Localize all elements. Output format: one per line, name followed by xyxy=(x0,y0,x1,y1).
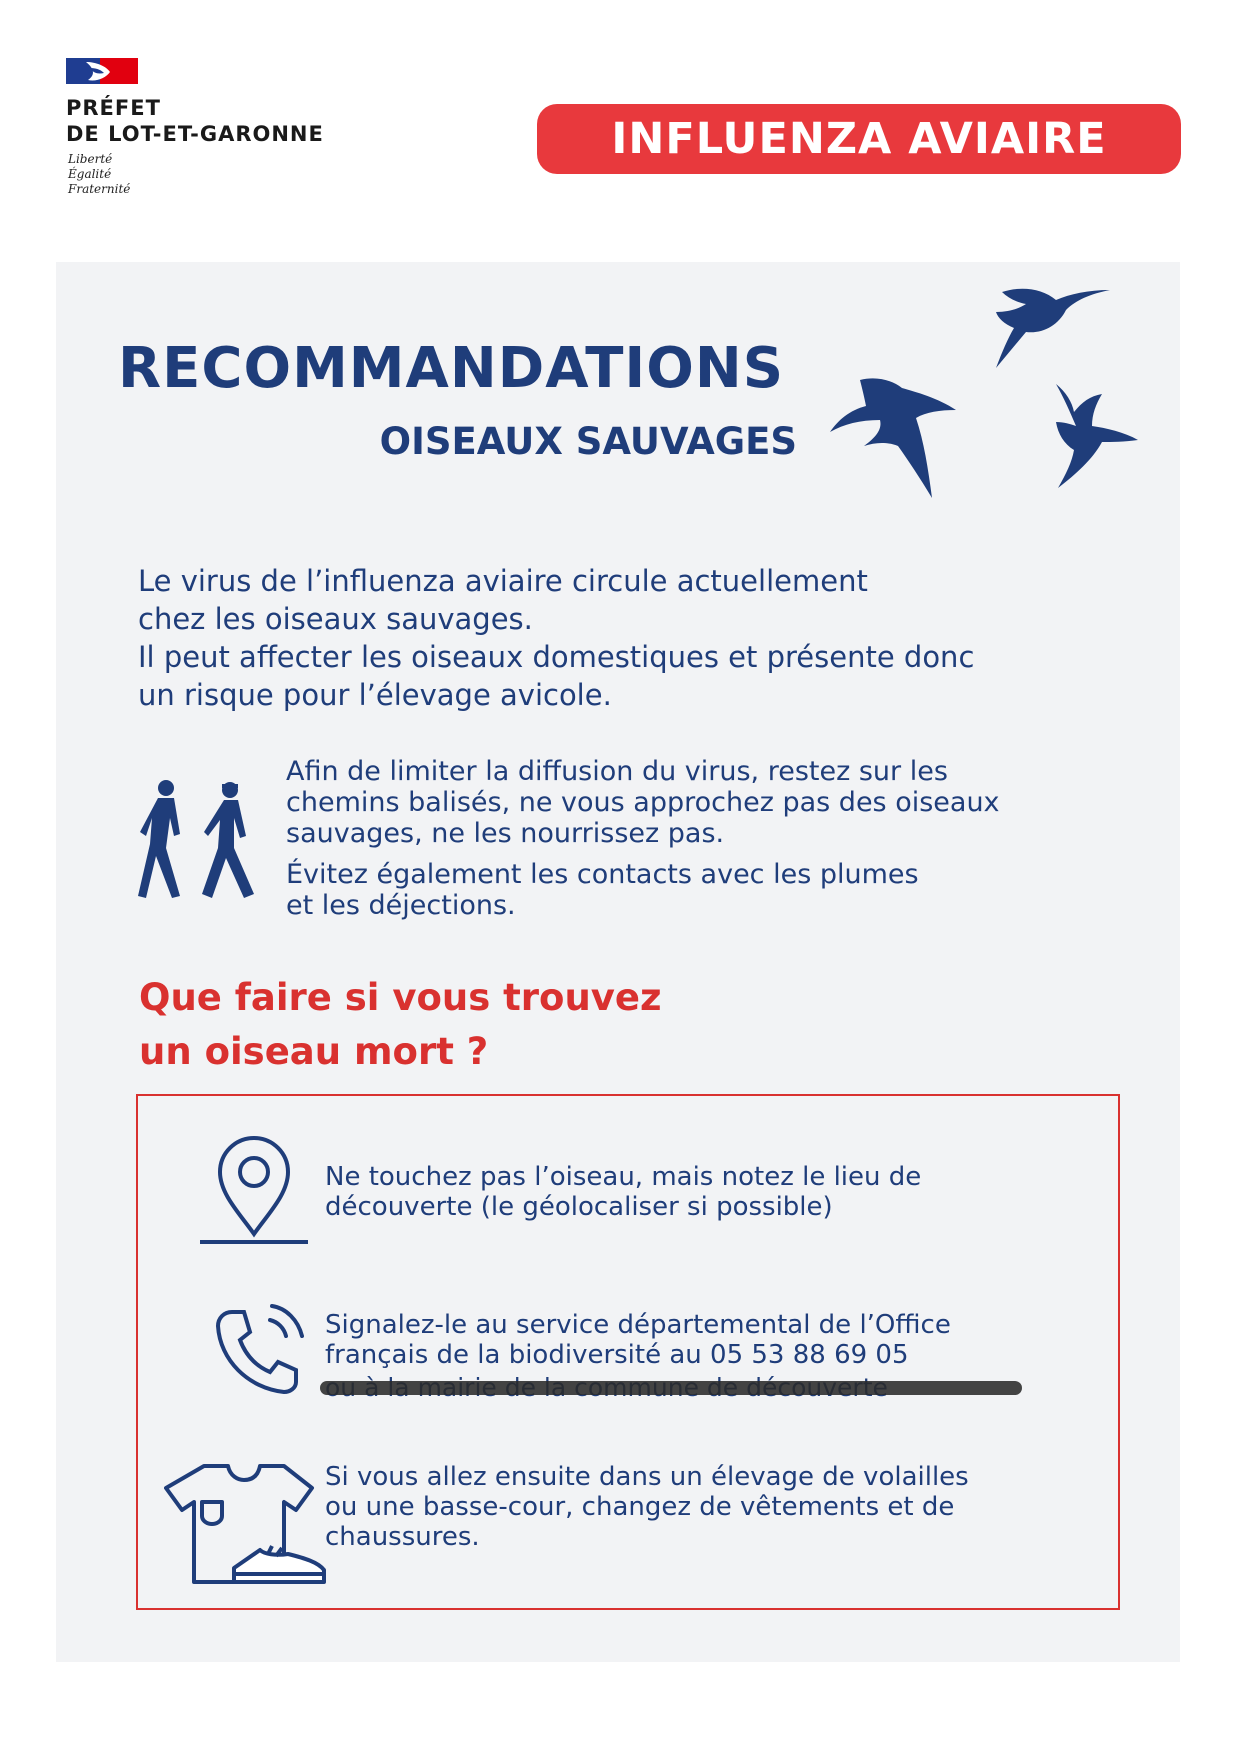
motto-liberte: Liberté xyxy=(68,152,113,166)
influenza-banner: INFLUENZA AVIAIRE xyxy=(537,104,1181,174)
step2-line-2: français de la biodiversité au 05 53 88 69 05 xyxy=(325,1340,909,1370)
step1-line-1: Ne touchez pas l’oiseau, mais notez le lieu de xyxy=(325,1162,922,1192)
clothes-shoe-icon xyxy=(164,1458,334,1592)
intro-line-3: Il peut affecter les oiseaux domestiques et présente donc xyxy=(138,640,975,674)
step3-line-3: chaussures. xyxy=(325,1522,480,1552)
department-label: DE LOT-ET-GARONNE xyxy=(66,122,324,146)
rec-line-3: sauvages, ne les nourrissez pas. xyxy=(286,818,725,849)
rec-line-2: chemins balisés, ne vous approchez pas des oiseaux xyxy=(286,787,1000,818)
prefet-label: PRÉFET xyxy=(66,96,161,120)
step3-line-1: Si vous allez ensuite dans un élevage de volailles xyxy=(325,1462,969,1492)
motto-egalite: Égalité xyxy=(68,167,112,181)
rec-line-5: et les déjections. xyxy=(286,890,516,921)
strike-through-mark xyxy=(320,1381,1022,1395)
intro-line-4: un risque pour l’élevage avicole. xyxy=(138,678,612,712)
flying-birds-icon xyxy=(820,282,1198,532)
step2-line-1: Signalez-le au service départemental de l’Office xyxy=(325,1310,951,1340)
rec-line-4: Évitez également les contacts avec les plumes xyxy=(286,859,919,890)
dead-bird-heading-1: Que faire si vous trouvez xyxy=(139,976,662,1019)
step1-line-2: découverte (le géolocaliser si possible) xyxy=(325,1192,833,1222)
phone-icon xyxy=(212,1300,308,1398)
page-title: RECOMMANDATIONS xyxy=(118,336,785,401)
dead-bird-heading-2: un oiseau mort ? xyxy=(139,1030,489,1073)
walkers-icon xyxy=(138,778,268,903)
intro-line-1: Le virus de l’influenza aviaire circule actuellement xyxy=(138,564,868,598)
page-subtitle: OISEAUX SAUVAGES xyxy=(379,420,797,463)
motto-fraternite: Fraternité xyxy=(68,182,131,196)
intro-line-2: chez les oiseaux sauvages. xyxy=(138,602,533,636)
step3-line-2: ou une basse-cour, changez de vêtements et de xyxy=(325,1492,955,1522)
location-pin-icon xyxy=(198,1134,310,1252)
marianne-logo-icon xyxy=(66,58,138,84)
rec-line-1: Afin de limiter la diffusion du virus, restez sur les xyxy=(286,756,948,787)
